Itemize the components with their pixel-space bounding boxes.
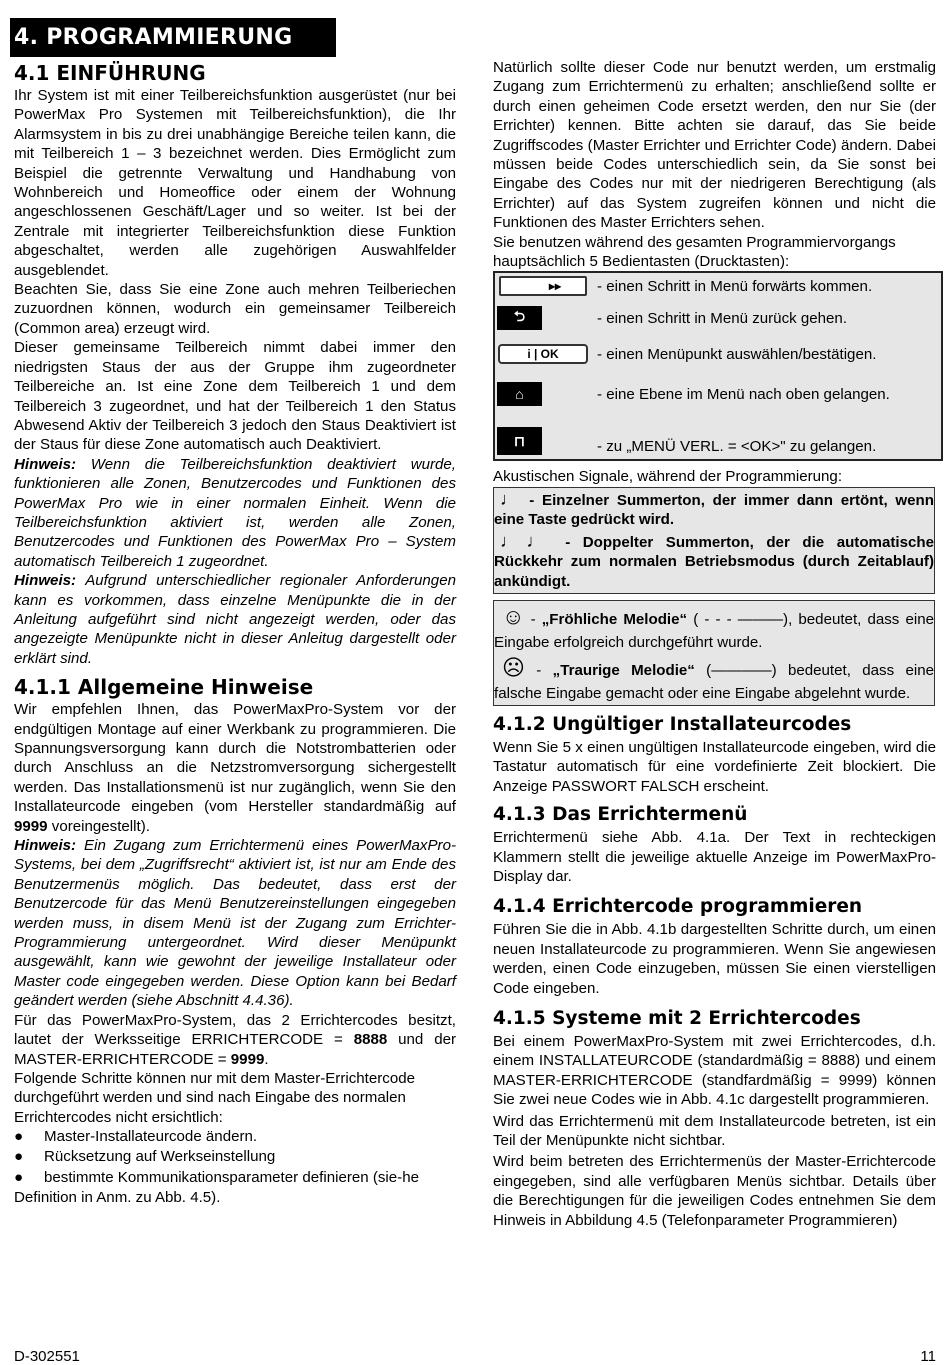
melody-box (493, 600, 935, 706)
bullet-icon: ● (14, 1168, 24, 1186)
signal-text: - Doppelter Summerton, der die automatische Rückkehr zum normalen Betriebsmodus (durch Zeitablauf) ankündigt. (494, 533, 934, 590)
bullet-icon: ● (14, 1148, 24, 1166)
bullet-list (14, 1127, 456, 1208)
note-text: Ein Zugang zum Errichtermenü eines PowerMaxPro-Systems, bei dem „Zugriffsrecht“ aktiviert ist, ist nur am Ende des Benutzermenüs möglich. Das bedeutet, dass erst der Benutzercode für das Menü Benutzereinstellungen eingegeben werden muss, in disem Menü ist der Zugang zum Errichter-Programmierung untergeordnet. Wird dieser Menüpunkt ausgewählt, kann wie gewohnt der jeweilige Installateur oder Master code eingegeben werden. Diese Option kann bei Bedarf geändert werden (siehe Abschnitt 4.4.36). (14, 837, 456, 1010)
key-row-ok (495, 337, 941, 371)
key-legend-box (493, 271, 943, 461)
page-number: 11 (920, 1348, 936, 1365)
list-item-text: Master-Installateurcode ändern. (44, 1128, 258, 1146)
right-column (493, 58, 936, 1230)
note-label: Hinweis: (14, 455, 77, 473)
heading-4-1-3: 4.1.3 Das Errichtermenü (493, 804, 748, 826)
key-row-lock (495, 417, 941, 459)
code-value: 9999 (14, 817, 48, 835)
home-icon: ⌂ (497, 383, 589, 405)
next-icon: ▸▸ (497, 275, 589, 297)
left-column (14, 60, 456, 1208)
list-item-text: Rücksetzung auf Werkseinstellung (44, 1148, 276, 1166)
back-icon: ⮌ (497, 307, 589, 329)
paragraph: Dieser gemeinsame Teilbereich nimmt dabei immer den niedrigsten Staus der aus der Gruppe ihm zugeordneter Teilbereiche an. Ist eine Zone dem Teilbereich 1 und dem Teilbereich 3 zugeordnet, und hat der Teilbereich 1 den Status Abwesend Aktiv der Teilbereich 3 jedoch den Staus Deaktiviert ist der Staus für diese Zone automatisch auch Deaktiviert. (14, 339, 456, 454)
heading-4-1-5: 4.1.5 Systeme mit 2 Errichtercodes (493, 1007, 861, 1029)
text: und der MASTER-ERRICHTERCODE = (14, 1031, 457, 1068)
note-paragraph (14, 836, 456, 1011)
paragraph: Wird beim betreten des Errichtermenüs der Master-Errichtercode eingegeben, sind alle verfügbaren Menüs sichtbar. Details über die Berechtigungen für die jeweiligen Codes entnehmen Sie dem Hinweis in Abbildung 4.5 (Telefonparameter Programmieren) (493, 1153, 936, 1229)
text: Wir empfehlen Ihnen, das PowerMaxPro-System vor der endgültigen Montage auf einer Werkbank zu programmieren. Die Spannungsversorgung kann durch die Notstrombatterien oder durch Anschluss an die Netzstromversorgung sichergestellt werden. Das Installationsmenü ist nur zugänglich, wenn Sie den Installateurcode eingeben (vom Hersteller standardmäßig auf (14, 701, 456, 816)
melody-label: „Traurige Melodie“ (552, 661, 695, 679)
note-label: Hinweis: (14, 837, 77, 855)
paragraph: Folgende Schritte können nur mit dem Master-Errichtercode durchgeführt werden und sind nach Eingabe des normalen Errichtercodes nicht ersichtlich: (14, 1069, 416, 1126)
note-icon: ♩ (500, 488, 522, 509)
paragraph: Ihr System ist mit einer Teilbereichsfunktion ausgerüstet (nur bei PowerMax Pro Systemen mit Teilbereichsfunktion), die Ihr Alarmsystem in bis zu drei unabhängige Bereiche teilen kann, die mit Teilbereich 1 – 3 bezeichnet werden. Dies Ermöglicht zum Beispiel die getrennte Verwaltung und Handhabung von Wohnbereich und Homeoffice oder einem der Wohnung angeschlossenen Geschäft/Lager und so weiter. Ist bei der Zentrale mit integrierter Teilbereichsfunktion diese Funktion abgeschaltet, werden alle zugehörigen Auswahlfelder ausgeblendet. (14, 87, 456, 279)
key-row-next (495, 273, 941, 299)
key-description: - einen Schritt in Menü zurück gehen. (597, 309, 848, 327)
key-description: - eine Ebene im Menü nach oben gelangen. (597, 385, 890, 403)
text: . (264, 1050, 269, 1068)
paragraph: Wird das Errichtermenü mit dem Installateurcode betreten, ist ein Teil der Menüpunkte nicht sichtbar. (493, 1112, 936, 1149)
melody-happy (494, 605, 934, 654)
bullet-icon: ● (14, 1128, 24, 1146)
note-text: Aufgrund unterschiedlicher regionaler Anforderungen kann es vorkommen, dass einzelne Menüpunkte die in der Anleitung aufgeführt sind nicht angezeigt werden, oder das angezeigte Menüpunkte nicht in dieser Anleitug dargestellt oder erklärt sind. (14, 572, 456, 667)
note-text: Wenn die Teilbereichsfunktion deaktiviert wurde, funktionieren alle Zonen, Benutzercodes und Funktionen des PowerMax Pro wie in einer normalen Einheit. Wenn die Teilbereichsfunktion aktiviert ist, werden alle Zonen, Benutzercodes und Funktionen des PowerMax Pro – System automatisch Teilbereich 1 zugeordnet. (14, 455, 456, 570)
paragraph: Führen Sie die in Abb. 4.1b dargestellten Schritte durch, um einen neuen Installateurcode zu programmieren. Wenn Sie angewiesen werden, einen Code einzugeben, müssen Sie einen vierstelligen Code eingeben. (493, 921, 936, 997)
text: ( - - - ———), bedeutet, dass eine Eingabe erfolgreich durchgeführt wurde. (494, 610, 934, 651)
signal-single (494, 490, 934, 530)
chapter-title: 4. PROGRAMMIERUNG (10, 18, 336, 57)
signals-box (493, 487, 935, 594)
document-id: D-302551 (14, 1348, 80, 1365)
paragraph: Errichtermenü siehe Abb. 4.1a. Der Text in rechteckigen Klammern stellt die jeweilige aktuelle Anzeige im PowerMaxPro-Display dar. (493, 829, 936, 885)
paragraph: Wenn Sie 5 x einen ungültigen Installateurcode eingeben, wird die Tastatur automatisch für eine vordefinierte Zeit blockiert. Die Anzeige PASSWORT FALSCH erscheint. (493, 738, 936, 795)
paragraph (14, 1011, 456, 1069)
text: voreingestellt). (47, 817, 150, 835)
paragraph: Sie benutzen während des gesamten Programmiervorgangs hauptsächlich 5 Bedientasten (Drucktasten): (493, 233, 896, 271)
melody-label: „Fröhliche Melodie“ (541, 610, 688, 628)
paragraph: Beachten Sie, dass Sie eine Zone auch mehren Teilberiechen zuzuordnen können, wodurch ein gemeinsamer Teilbereich (Common area) erzeugt wird. (14, 281, 456, 337)
ok-icon: i | OK (497, 343, 589, 365)
paragraph: Natürlich sollte dieser Code nur benutzt werden, um erstmalig Zugang zum Errichtermenü zu erhalten; anschließend sollte er durch einen geheimen Code ersetzt werden, den nur Sie (der Errichter) kennen. Bitte achten sie darauf, das Sie beide Zugriffscodes (Master Errichter und Errichter Code) ändern. Dabei müssen beide Codes unterschiedlich sein, da Sie sonst bei Eingabe des Codes nur mit der niedrigeren Berechtigung (als Errichter) auf das System zugreifen können und nicht die Funktionen des Master Errichters sehen. (493, 59, 936, 232)
heading-4-1-1: 4.1.1 Allgemeine Hinweise (14, 675, 314, 700)
code-value: 9999 (230, 1050, 265, 1068)
text: - (524, 661, 553, 679)
paragraph: Bei einem PowerMaxPro-System mit zwei Errichtercodes, d.h. einem INSTALLATEURCODE (standardmäßig = 8888) und einem MASTER-ERRICHTERCODE (standfardmäßig = 9999) können Sie zwei neue Codes wie in Abb. 4.1c dargestellt programmieren. (493, 1032, 936, 1109)
text: Für das PowerMaxPro-System, das 2 Errichtercodes besitzt, lautet der Werksseitige ERRICHTERCODE = (14, 1011, 456, 1049)
key-description: - einen Schritt in Menü forwärts kommen. (597, 277, 873, 295)
melody-sad (494, 656, 934, 705)
double-note-icon: ♩♩ (500, 530, 553, 551)
paragraph (14, 700, 456, 836)
list-item (14, 1168, 456, 1208)
smiley-icon: ☺ (502, 603, 525, 629)
key-row-back (495, 299, 941, 337)
list-item (14, 1127, 456, 1147)
heading-4-1-4: 4.1.4 Errichtercode programmieren (493, 896, 863, 918)
signals-title: Akustischen Signale, während der Programmierung: (493, 468, 843, 486)
key-description: - einen Menüpunkt auswählen/bestätigen. (597, 345, 877, 363)
code-value: 8888 (353, 1031, 388, 1049)
signal-double (494, 532, 934, 591)
text: - (524, 610, 542, 628)
note-paragraph (14, 571, 456, 668)
note-paragraph (14, 455, 456, 571)
list-item-text: bestimmte Kommunikationsparameter definieren (sie-he Definition in Anm. zu Abb. 4.5). (14, 1168, 419, 1206)
note-label: Hinweis: (14, 572, 77, 590)
key-description: - zu „MENÜ VERL. = <OK>" zu gelangen. (597, 438, 877, 456)
lock-icon: ⊓ (497, 427, 589, 455)
list-item (14, 1147, 456, 1167)
text: (————) bedeutet, dass eine falsche Eingabe gemacht oder eine Eingabe abgelehnt wurde. (494, 661, 934, 702)
heading-4-1: 4.1 EINFÜHRUNG (14, 61, 206, 85)
heading-4-1-2: 4.1.2 Ungültiger Installateurcodes (493, 713, 852, 735)
signal-text: - Einzelner Summerton, der immer dann ertönt, wenn eine Taste gedrückt wird. (494, 491, 934, 529)
key-row-home (495, 371, 941, 417)
sad-face-icon: ☹ (502, 654, 525, 680)
